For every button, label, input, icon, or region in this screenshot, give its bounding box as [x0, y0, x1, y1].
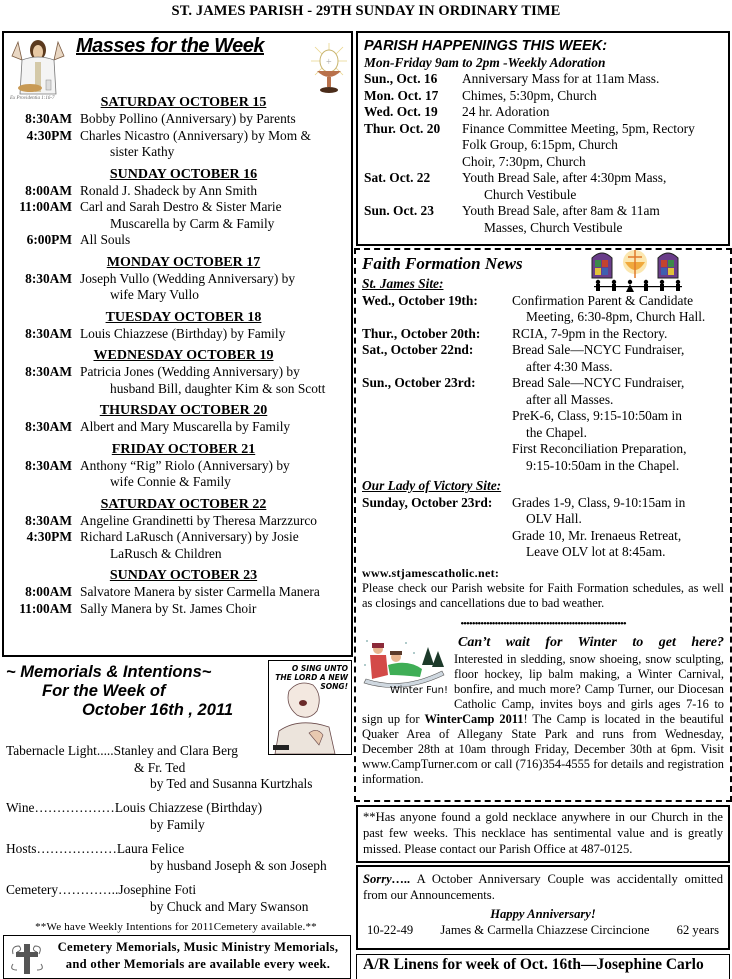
happening-details: [462, 170, 722, 203]
schedule-line: OLV Hall.: [526, 511, 582, 526]
st-james-schedule: [362, 293, 724, 475]
memorial-detail: & Fr. Ted: [134, 759, 186, 775]
mass-intention: [78, 601, 351, 618]
page-title: ST. JAMES PARISH - 29TH SUNDAY IN ORDINARY TIME: [171, 3, 561, 19]
schedule-line: RCIA, 7-9pm in the Rectory.: [512, 325, 668, 341]
mass-entry: [4, 364, 351, 397]
parish-happenings-section: [356, 31, 730, 246]
schedule-date: Sun., October 23rd:: [362, 375, 476, 390]
winter-camp-text: Interested in sledding, snow shoeing, snow sculpting, floor hockey, lip balm making, a Winter Carnival, bonfire, and much more? Camp Turner, our Diocesan Catholic Camp, invites boys and girls ages 7-16 to sign up for WinterCamp 2011! The Camp is located in the beautiful Quaker Area of Allegany State Park and runs from Wednesday, December 28th at 10am through Friday, December 30th at 6pm. Visit www.CampTurner.com or call (716)354-4555 for details and registration information.: [362, 651, 724, 786]
happening-line: Youth Bread Sale, after 4:30pm Mass,: [462, 170, 667, 185]
site-st-james-label: St. James Site:: [362, 276, 444, 291]
winter-fun-caption: Winter Fun!: [389, 684, 448, 696]
monstrance-icon: [309, 43, 349, 95]
memorial-name: Stanley and Clara Berg: [113, 743, 238, 758]
intention-text: Charles Nicastro (Anniversary) by Mom &: [80, 127, 311, 143]
memorials-available-box: [3, 935, 351, 979]
intention-text: Richard LaRusch (Anniversary) by Josie: [80, 529, 299, 544]
day-heading: TUESDAY OCTOBER 18: [105, 309, 262, 325]
necklace-text: **Has anyone found a gold necklace anywhere in our Church in the past few weeks. This necklace has sentimental value and is greatly missed. Please contact our Parish Office at 487-0125.: [363, 810, 723, 856]
mass-entry: [4, 128, 351, 161]
winter-camp-name: WinterCamp 2011: [424, 711, 524, 726]
happening-line: Masses, Church Vestibule: [484, 219, 623, 235]
happening-line: 24 hr. Adoration: [462, 104, 550, 119]
intention-text: Joseph Vullo (Wedding Anniversary) by: [80, 270, 296, 286]
happening-details: [462, 203, 722, 236]
anniversary-date: 10-22-49: [367, 923, 414, 937]
mass-entry: [4, 584, 351, 601]
intention-text: Ronald J. Shadeck by Ann Smith: [80, 182, 258, 198]
happening-details: [462, 104, 722, 121]
mass-time: 4:30PM: [26, 529, 72, 544]
mass-intention: [78, 513, 351, 530]
schedule-row: [362, 293, 724, 326]
intention-text: Louis Chiazzese (Birthday) by Family: [80, 325, 286, 341]
necklace-notice: [356, 805, 730, 863]
mass-entry: [4, 326, 351, 343]
mass-entry: [4, 271, 351, 304]
memorial-label: Hosts………………: [6, 841, 117, 856]
schedule-line: the Chapel.: [526, 424, 587, 440]
intention-text: Patricia Jones (Wedding Anniversary) by: [80, 364, 300, 379]
schedule-details: [512, 495, 724, 561]
mass-intention: [78, 111, 351, 128]
mass-time: 8:30AM: [25, 364, 72, 379]
mass-time: 8:30AM: [25, 512, 72, 528]
happening-line: Finance Committee Meeting, 5pm, Rectory: [462, 120, 695, 136]
image-caption: O SING UNTO THE LORD A NEW SONG!: [275, 664, 348, 691]
memorial-label: Tabernacle Light.....: [6, 743, 114, 758]
mass-intention: [78, 128, 351, 161]
happening-details: [462, 121, 722, 171]
mass-intention: [78, 419, 351, 436]
mass-intention: [78, 364, 351, 397]
happening-row: [364, 203, 722, 236]
intention-continued: wife Mary Vullo: [110, 287, 199, 302]
happening-details: [462, 71, 722, 88]
happening-date: Mon. Oct. 17: [364, 87, 439, 103]
mass-entry: [4, 529, 351, 562]
happy-anniversary-heading: Happy Anniversary!: [490, 907, 596, 921]
mass-intention: [78, 271, 351, 304]
schedule-line: Meeting, 6:30-8pm, Church Hall.: [526, 309, 706, 324]
mass-time: 6:00PM: [26, 232, 72, 247]
schedule-details: [512, 342, 724, 375]
memorial-name: Josephine Foti: [118, 882, 197, 897]
masses-title: Masses for the Week: [76, 35, 264, 57]
schedule-line: after 4:30 Mass.: [526, 358, 613, 374]
schedule-date: Sat., October 22nd:: [362, 342, 474, 357]
schedule-date: Thur., October 20th:: [362, 325, 481, 341]
mass-intention: [78, 183, 351, 200]
schedule-date: Wed., October 19th:: [362, 292, 478, 308]
sorry-lead: Sorry…..: [363, 872, 411, 886]
mass-entry: [4, 199, 351, 232]
schedule-row: [362, 326, 724, 343]
happening-date: Sun. Oct. 23: [364, 203, 434, 218]
memorials-available-text: Cemetery Memorials, Music Ministry Memorials, and other Memorials are available every week.: [57, 940, 339, 971]
mass-entry: [4, 601, 351, 618]
mass-entry: [4, 111, 351, 128]
sorry-text: A October Anniversary Couple was accidentally omitted from our Announcements.: [363, 872, 723, 902]
mass-entry: [4, 419, 351, 436]
schedule-line: Leave OLV lot at 8:45am.: [526, 544, 666, 559]
schedule-details: [512, 375, 724, 474]
masses-section: [2, 31, 353, 657]
intention-continued: LaRusch & Children: [110, 545, 222, 561]
svg-text:+: +: [326, 57, 332, 68]
day-heading: FRIDAY OCTOBER 21: [111, 441, 256, 457]
schedule-row: [362, 495, 724, 561]
faith-formation-title: Faith Formation News: [362, 254, 523, 273]
happenings-list: [364, 71, 722, 236]
church-windows-children-icon: [588, 248, 698, 296]
schedule-date: Sunday, October 23rd:: [362, 494, 493, 510]
happening-line: Youth Bread Sale, after 8am & 11am: [462, 203, 660, 218]
happening-line: Folk Group, 6:15pm, Church: [462, 137, 618, 152]
memorial-label: Cemetery…………..: [6, 882, 119, 897]
intention-text: Albert and Mary Muscarella by Family: [80, 419, 291, 434]
website-link[interactable]: www.stjamescatholic.net:: [362, 565, 500, 580]
mass-entry: [4, 232, 351, 249]
intention-text: Carl and Sarah Destro & Sister Marie: [80, 199, 282, 214]
memorial-item: [6, 800, 262, 833]
winter-heading: Can’t wait for Winter to get here?: [458, 635, 724, 650]
anniversary-row: [363, 922, 723, 938]
faith-formation-section: [354, 248, 732, 802]
happening-details: [462, 88, 722, 105]
mass-intention: [78, 232, 351, 249]
day-heading: WEDNESDAY OCTOBER 19: [93, 348, 274, 363]
intention-text: Sally Manera by St. James Choir: [80, 600, 257, 616]
weekly-intentions-note: **We have Weekly Intentions for 2011Cemetery available.**: [35, 921, 317, 933]
happening-row: [364, 104, 722, 121]
mass-intention: [78, 584, 351, 601]
happening-line: Chimes, 5:30pm, Church: [462, 87, 597, 103]
schedule-line: after all Masses.: [526, 391, 614, 407]
mass-time: 4:30PM: [26, 127, 72, 143]
memorial-detail: by Ted and Susanna Kurtzhals: [150, 776, 313, 791]
mass-time: 8:30AM: [25, 419, 72, 434]
schedule-line: 9:15-10:50am in the Chapel.: [526, 457, 680, 473]
anniversary-couple: James & Carmella Chiazzese Circincione: [440, 923, 650, 937]
memorial-item: [6, 841, 327, 874]
jesus-eucharist-image: [8, 36, 68, 100]
mass-time: 8:30AM: [25, 457, 72, 473]
mass-intention: [78, 529, 351, 562]
image-left-caption: Ex Providentia 1:16-7: [10, 96, 55, 100]
schedule-row: [362, 375, 724, 474]
schedule-line: PreK-6, Class, 9:15-10:50am in: [512, 408, 682, 423]
masses-list: [4, 95, 351, 617]
memorial-detail: by husband Joseph & son Joseph: [150, 857, 327, 873]
mass-entry: [4, 513, 351, 530]
winter-fun-image: [362, 635, 448, 697]
site-olv-label: Our Lady of Victory Site:: [362, 478, 502, 493]
happening-date: Wed. Oct. 19: [364, 104, 438, 119]
day-heading: SUNDAY OCTOBER 23: [109, 568, 258, 583]
memorial-label: Wine………………: [6, 800, 115, 815]
cross-icon: [9, 940, 45, 976]
happening-line: Anniversary Mass for at 11am Mass.: [462, 71, 660, 86]
happening-row: [364, 71, 722, 88]
mass-time: 11:00AM: [19, 199, 72, 214]
day-heading: SATURDAY OCTOBER 15: [100, 95, 267, 110]
day-heading: MONDAY OCTOBER 17: [106, 254, 261, 270]
intention-continued: Muscarella by Carm & Family: [110, 215, 275, 231]
mass-time: 8:00AM: [25, 584, 72, 599]
mass-time: 11:00AM: [19, 600, 72, 616]
schedule-line: Grades 1-9, Class, 9-10:15am in: [512, 494, 686, 510]
happening-line: Church Vestibule: [484, 186, 577, 202]
happening-row: [364, 88, 722, 105]
anniversary-years: 62 years: [676, 923, 719, 937]
sing-unto-lord-image: [268, 660, 352, 755]
happenings-title: PARISH HAPPENINGS THIS WEEK:: [364, 38, 608, 54]
schedule-line: Bread Sale—NCYC Fundraiser,: [512, 375, 685, 390]
happening-row: [364, 170, 722, 203]
schedule-details: [512, 326, 724, 343]
schedule-line: Grade 10, Mr. Irenaeus Retreat,: [512, 527, 682, 543]
memorial-detail: by Chuck and Mary Swanson: [150, 898, 309, 914]
website-text: Please check our Parish website for Faith Formation schedules, as well as closings and cancellations due to bad weather.: [362, 581, 724, 610]
memorial-item: [6, 743, 312, 793]
happening-row: [364, 121, 722, 171]
schedule-line: Bread Sale—NCYC Fundraiser,: [512, 342, 685, 357]
mass-time: 8:30AM: [25, 111, 72, 126]
happenings-subtitle: Mon-Friday 9am to 2pm -Weekly Adoration: [364, 54, 606, 70]
memorial-detail: by Family: [150, 816, 205, 832]
day-heading: THURSDAY OCTOBER 20: [99, 403, 268, 418]
intention-text: Salvatore Manera by sister Carmella Manera: [80, 584, 320, 599]
intention-continued: sister Kathy: [110, 144, 175, 159]
schedule-line: First Reconciliation Preparation,: [512, 441, 687, 456]
day-heading: SUNDAY OCTOBER 16: [109, 166, 258, 182]
intention-text: All Souls: [80, 232, 131, 247]
intention-continued: wife Connie & Family: [110, 474, 231, 489]
divider: ••••••••••••••••••••••••••••••••••••••••••••••••••••••••••: [460, 618, 626, 630]
mass-intention: [78, 326, 351, 343]
happening-date: Sun., Oct. 16: [364, 71, 438, 86]
schedule-line: Confirmation Parent & Candidate: [512, 292, 694, 308]
day-heading: SATURDAY OCTOBER 22: [100, 496, 267, 512]
linens-notice: A/R Linens for week of Oct. 16th—Josephine Carlo: [356, 954, 730, 979]
intention-continued: husband Bill, daughter Kim & son Scott: [110, 380, 326, 396]
mass-time: 8:30AM: [25, 270, 72, 286]
happening-line: Choir, 7:30pm, Church: [462, 153, 586, 169]
intention-text: Anthony “Rig” Riolo (Anniversary) by: [80, 457, 290, 473]
olv-schedule: [362, 495, 724, 561]
mass-intention: [78, 458, 351, 491]
happening-date: Thur. Oct. 20: [364, 120, 441, 136]
mass-time: 8:30AM: [25, 325, 72, 341]
memorials-title: ~ Memorials & Intentions~ For the Week of October 16th , 2011: [6, 663, 234, 719]
schedule-details: [512, 293, 724, 326]
mass-entry: [4, 183, 351, 200]
memorial-name: Louis Chiazzese (Birthday): [114, 800, 263, 815]
mass-entry: [4, 458, 351, 491]
intention-text: Bobby Pollino (Anniversary) by Parents: [80, 111, 296, 126]
mass-intention: [78, 199, 351, 232]
memorial-name: Laura Felice: [116, 841, 185, 856]
intention-text: Angeline Grandinetti by Theresa Marzzurco: [80, 512, 317, 528]
happening-date: Sat. Oct. 22: [364, 170, 431, 185]
schedule-row: [362, 342, 724, 375]
anniversary-correction: [356, 865, 730, 950]
memorial-item: [6, 882, 308, 915]
mass-time: 8:00AM: [25, 182, 72, 198]
